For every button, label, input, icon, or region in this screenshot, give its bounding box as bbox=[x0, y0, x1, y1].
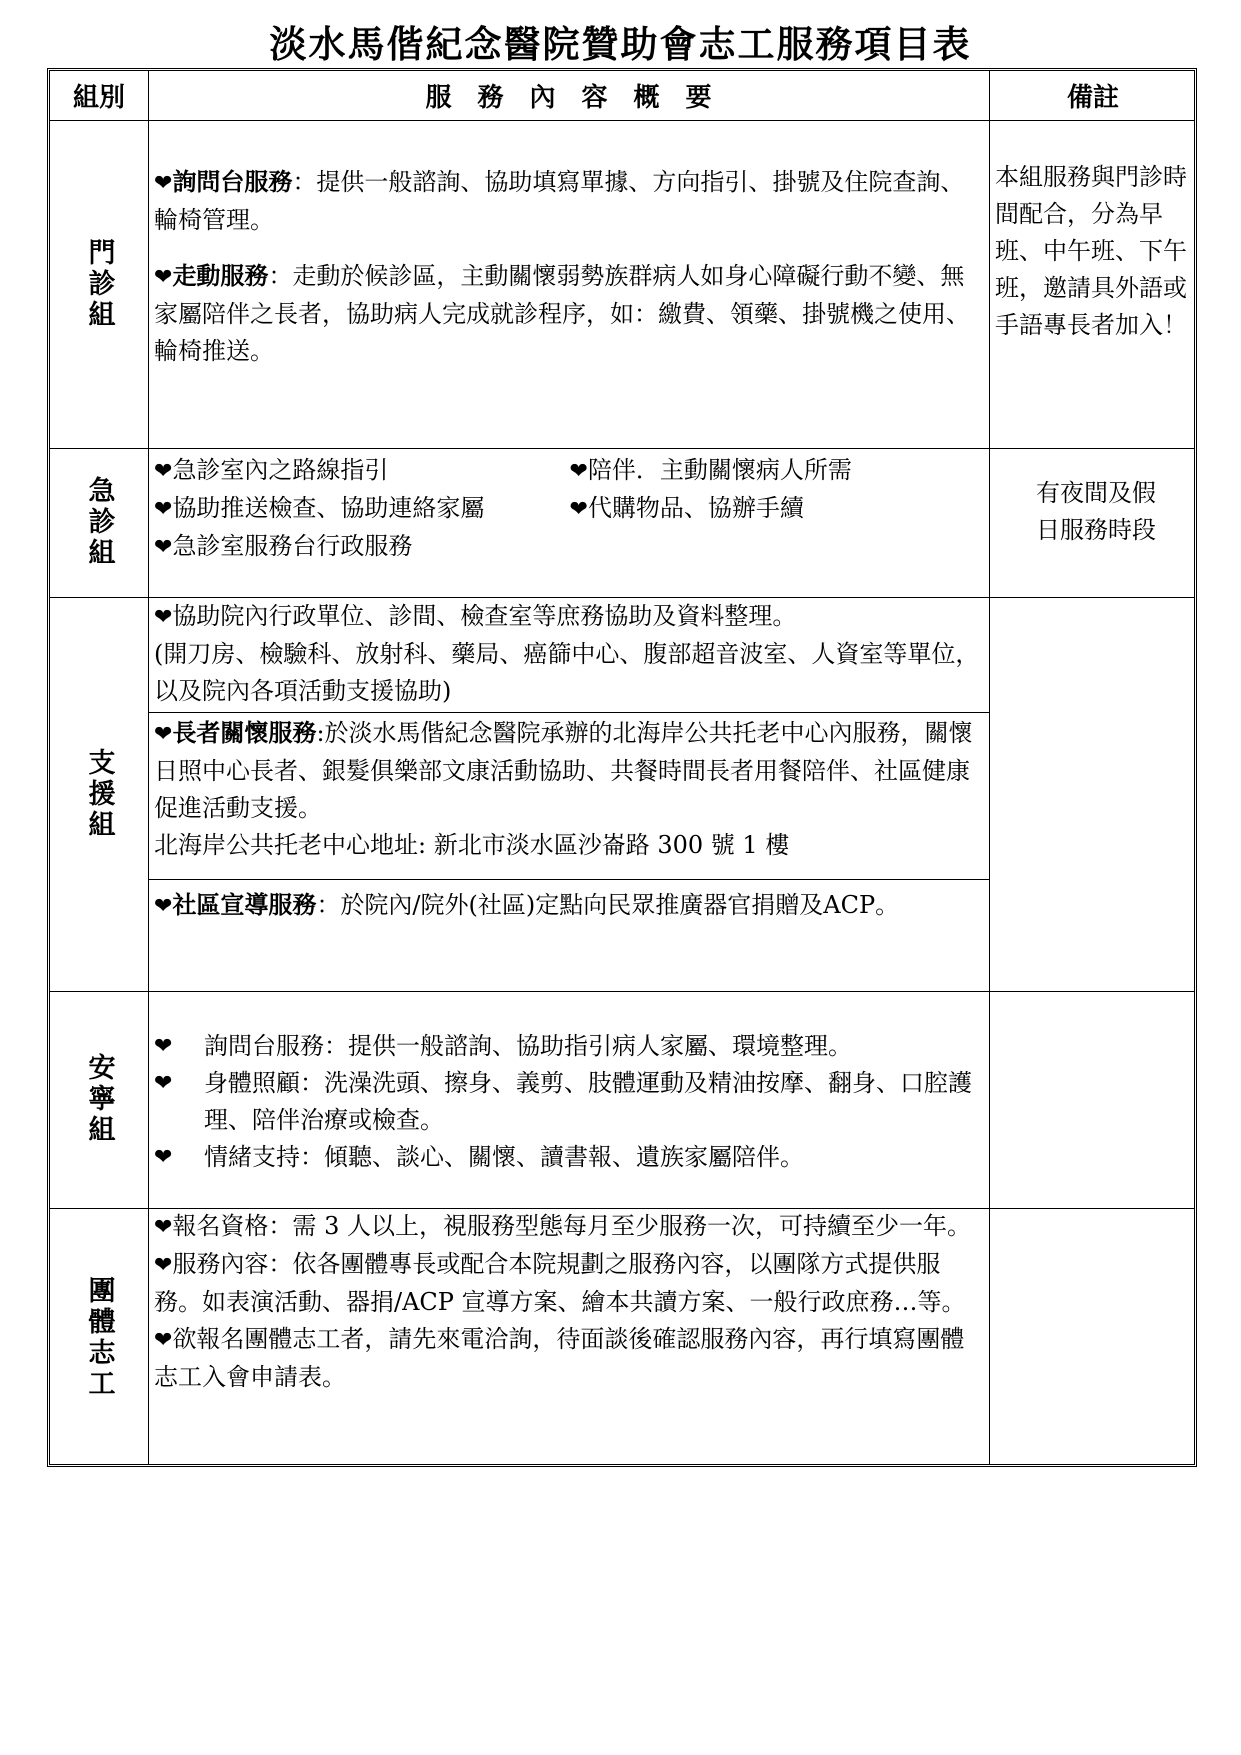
list-item: ❤報名資格：需 3 人以上，視服務型態每月至少服務一次，可持續至少一年。 bbox=[154, 1212, 971, 1240]
list-item: ❤ 詢問台服務：提供一般諮詢、協助指引病人家屬、環境整理。 bbox=[154, 1028, 985, 1065]
group-label: 支援組 bbox=[83, 747, 115, 841]
support-item-elder bbox=[148, 714, 989, 864]
heart-icon: ❤ bbox=[154, 171, 173, 196]
row-divider bbox=[148, 879, 989, 880]
heart-icon: ❤ bbox=[154, 459, 173, 484]
list-item: ❤協助院內行政單位、診間、檢查室等庶務協助及資料整理。 bbox=[154, 602, 797, 630]
row-divider bbox=[50, 991, 1194, 992]
list-item: ❤陪伴．主動關懷病人所需 bbox=[569, 456, 852, 484]
list-item-detail: (開刀房、檢驗科、放射科、藥局、癌篩中心、腹部超音波室、人資室等單位，以及院內各項活動支援協助) bbox=[154, 640, 980, 705]
group-emergency bbox=[50, 448, 148, 597]
group-outpatient bbox=[50, 120, 148, 448]
list-item: ❤ 身體照顧：洗澡洗頭、擦身、義剪、肢體運動及精油按摩、翻身、口腔護理、陪伴治療或檢查。 bbox=[154, 1065, 985, 1139]
heart-icon: ❤ bbox=[154, 894, 173, 919]
header-group: 組別 bbox=[72, 83, 125, 113]
address-line: 北海岸公共托老中心地址: 新北市淡水區沙崙路 300 號 1 樓 bbox=[154, 831, 790, 859]
header-content: 服 務 內 容 概 要 bbox=[425, 83, 712, 113]
group-label: 團體志工 bbox=[83, 1275, 115, 1400]
list-item: ❤服務內容：依各團體專長或配合本院規劃之服務內容，以團隊方式提供服務。如表演活動、器捐/ACP 宣導方案、繪本共讀方案、一般行政庶務…等。 bbox=[154, 1250, 966, 1316]
heart-icon: ❤ bbox=[154, 605, 173, 630]
heart-icon: ❤ bbox=[569, 497, 588, 522]
group-hospice bbox=[50, 991, 148, 1208]
support-item-admin bbox=[148, 598, 989, 710]
list-item: ❤急診室服務台行政服務 bbox=[154, 532, 413, 560]
list-item: ❤社區宣導服務：於院內/院外(社區)定點向民眾推廣器官捐贈及ACP。 bbox=[154, 890, 900, 919]
group-label: 安寧組 bbox=[83, 1053, 115, 1146]
list-item: ❤協助推送檢查、協助連絡家屬 bbox=[154, 494, 485, 522]
list-item: ❤ 情緒支持：傾聽、談心、關懷、讀書報、遺族家屬陪伴。 bbox=[154, 1139, 985, 1176]
list-item: ❤走動服務：走動於候診區，主動關懷弱勢族群病人如身心障礙行動不變、無家屬陪伴之長者，協助病人完成就診程序，如：繳費、領藥、掛號機之使用、輪椅推送。 bbox=[154, 261, 970, 365]
heart-icon: ❤ bbox=[154, 535, 173, 560]
heart-icon: ❤ bbox=[154, 1145, 173, 1170]
team-note bbox=[989, 1216, 1197, 1220]
heart-icon: ❤ bbox=[154, 722, 173, 747]
group-label: 門診組 bbox=[83, 237, 115, 331]
group-team bbox=[50, 1208, 148, 1467]
group-label: 急診組 bbox=[83, 476, 115, 569]
list-item: ❤詢問台服務：提供一般諮詢、協助填寫單據、方向指引、掛號及住院查詢、輪椅管理。 bbox=[154, 167, 965, 234]
list-item: ❤欲報名團體志工者，請先來電洽詢，待面談後確認服務內容，再行填寫團體志工入會申請表。 bbox=[154, 1325, 965, 1391]
row-divider bbox=[50, 448, 1194, 449]
heart-icon: ❤ bbox=[154, 1034, 173, 1059]
support-item-community bbox=[148, 886, 989, 925]
hospice-content bbox=[148, 1028, 989, 1176]
group-support bbox=[50, 597, 148, 991]
heart-icon: ❤ bbox=[154, 1215, 173, 1240]
heart-icon: ❤ bbox=[569, 459, 588, 484]
support-note bbox=[989, 611, 1197, 615]
page-title: 淡水馬偕紀念醫院贊助會志工服務項目表 bbox=[269, 22, 972, 66]
heart-icon: ❤ bbox=[154, 1071, 173, 1096]
list-item: ❤代購物品、協辦手續 bbox=[569, 494, 804, 522]
heart-icon: ❤ bbox=[154, 1253, 173, 1278]
heart-icon: ❤ bbox=[154, 1328, 173, 1353]
outpatient-content bbox=[148, 163, 989, 370]
hospice-note bbox=[989, 1001, 1197, 1005]
header-note: 備註 bbox=[1066, 83, 1119, 113]
row-divider bbox=[50, 120, 1194, 121]
heart-icon: ❤ bbox=[154, 265, 173, 290]
heart-icon: ❤ bbox=[154, 497, 173, 522]
list-item: ❤急診室內之路線指引 bbox=[154, 456, 389, 484]
service-table bbox=[47, 68, 1197, 1467]
list-item: ❤長者關懷服務:於淡水馬偕紀念醫院承辦的北海岸公共托老中心內服務，關懷日照中心長者、銀髮俱樂部文康活動協助、共餐時間長者用餐陪伴、社區健康促進活動支援。 bbox=[154, 718, 973, 822]
outpatient-note: 本組服務與門診時間配合，分為早班、中午班、下午班，邀請具外語或手語專長者加入！ bbox=[995, 163, 1187, 339]
emergency-content bbox=[148, 452, 989, 566]
row-divider bbox=[148, 712, 989, 713]
emergency-note: 有夜間及假日服務時段 bbox=[1036, 479, 1156, 544]
team-content bbox=[148, 1208, 989, 1396]
